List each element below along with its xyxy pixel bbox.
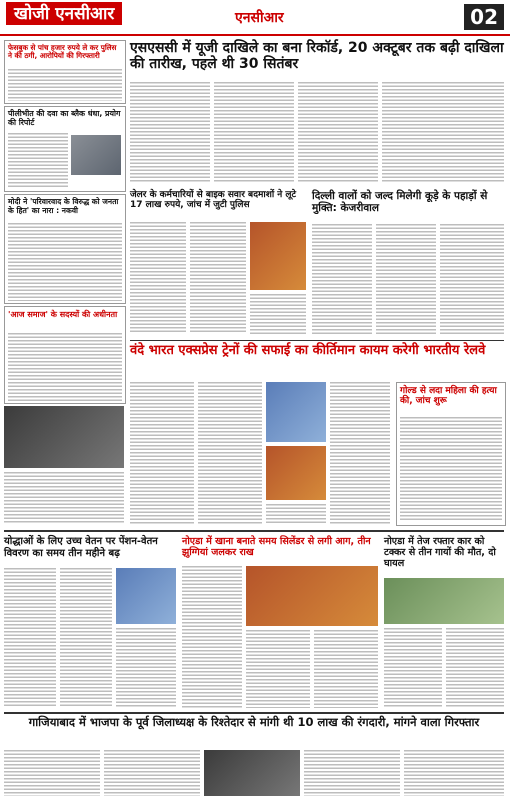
body-bjp-col2 (104, 750, 200, 796)
headline-noida-truck: नोएडा में तेज रफ्तार कार को टक्कर से तीन गायों की मौत, दो घायल (384, 536, 496, 570)
headline-ssc: एसएससी में यूजी दाखिले का बना रिकॉर्ड, 20 अक्टूबर तक बढ़ी दाखिला की तारीख, पहले थी 30 सितंबर (130, 40, 504, 73)
photo-noida-fire (246, 566, 378, 626)
body-bjp-col3 (304, 750, 400, 796)
photo-pension (116, 568, 176, 624)
body-ssc-col2 (214, 82, 294, 182)
body-left (4, 472, 124, 524)
body-ssc-col1 (130, 82, 210, 182)
body-bjp-col4 (404, 750, 504, 796)
body-jail-col1 (130, 222, 186, 334)
photo-jail (250, 222, 306, 290)
body-noida-fire-col2 (246, 630, 310, 708)
body-vande-col4 (330, 382, 390, 524)
story-box-pileupsia (4, 106, 126, 192)
masthead-title: खोजी एनसीआर (6, 2, 122, 25)
divider (130, 340, 504, 341)
photo-left (4, 406, 124, 468)
story-box-modi (4, 194, 126, 304)
page-number: 02 (464, 4, 504, 30)
photo-pileupsia (71, 135, 121, 175)
body-jail-col3 (250, 294, 306, 334)
story-box-aap (4, 306, 126, 404)
divider (4, 530, 504, 532)
headline-vande: वंदे भारत एक्सप्रेस ट्रेनों की सफाई का कीर्तिमान कायम करेगी भारतीय रेलवे (130, 343, 486, 358)
body-aap (8, 333, 122, 401)
body-pension-col2 (60, 568, 112, 708)
body-jail-col2 (190, 222, 246, 334)
headline-delhi: दिल्ली वालों को जल्द मिलेगी कूड़े के पहाड़ों से मुक्ति: केजरीवाल (312, 190, 488, 215)
body-vande-col1 (130, 382, 194, 524)
headline-aap: 'आज समाज' के सदस्यों की अधीनता (8, 310, 118, 319)
headline-pileupsia: पीलीभीत की दवा का ब्लैक धंधा, प्रयोग की रिपोर्ट (8, 109, 121, 127)
body-modi (8, 223, 122, 301)
body-ssc-col4 (382, 82, 504, 182)
body-pension-col1 (4, 568, 56, 708)
body-ssc-col3 (298, 82, 378, 182)
body-noida-fire-col1 (182, 566, 242, 708)
headline-pfizer: फेसबुक से पांच हजार रुपये ले कर पुलिस ने की ठगी, आरोपियों की गिरफ्तारी (8, 43, 117, 61)
body-pileupsia (8, 133, 68, 189)
body-vande-col3 (266, 504, 326, 524)
story-box-pfizer (4, 40, 126, 104)
story-box-woman (396, 382, 506, 526)
divider (4, 712, 504, 714)
headline-bjp: गाजियाबाद में भाजपा के पूर्व जिलाध्यक्ष के रिश्तेदार से मांगी थी 10 लाख की रंगदारी, मांगने वाला गिरफ्तार (28, 715, 480, 729)
headline-modi: मोदी ने 'परिवारवाद के विरुद्ध को जनता के हित' का नारा : नकवी (8, 197, 119, 215)
body-delhi-col2 (376, 224, 436, 334)
section-title: एनसीआर (235, 10, 284, 26)
masthead (0, 0, 510, 36)
headline-noida-fire: नोएडा में खाना बनाते समय सिलेंडर से लगी आग, तीन झुग्गियां जलकर राख (182, 536, 371, 559)
body-noida-truck-col2 (446, 628, 504, 708)
body-bjp-col1 (4, 750, 100, 796)
photo-bjp (204, 750, 300, 796)
headline-woman: गोल्ड से लदा महिला की हत्या की, जांच शुरू (400, 386, 497, 407)
photo-vande-2 (266, 446, 326, 500)
body-noida-truck-col1 (384, 628, 442, 708)
body-noida-fire-col3 (314, 630, 378, 708)
photo-vande-1 (266, 382, 326, 442)
headline-pension: योद्धाओं के लिए उच्च वेतन पर पेंशन-वेतन विवरण का समय तीन महीने बढ़ (4, 536, 158, 559)
body-delhi-col3 (440, 224, 504, 334)
body-delhi-col1 (312, 224, 372, 334)
body-vande-col2 (198, 382, 262, 524)
headline-jail: जेलर के कर्मचारियों से बाइक सवार बदमाशों ने लूटे 17 लाख रुपये, जांच में जुटी पुलिस (130, 190, 297, 211)
photo-noida-truck (384, 578, 504, 624)
body-woman (400, 417, 502, 521)
body-pension-col3 (116, 628, 176, 708)
body-pfizer (8, 69, 122, 101)
